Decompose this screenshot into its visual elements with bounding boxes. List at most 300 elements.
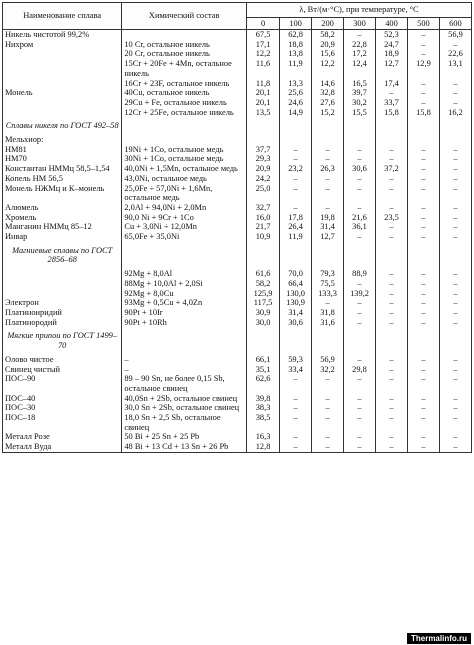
table-row	[3, 269, 472, 279]
alloy-name-cell: Электрон	[3, 298, 122, 308]
composition-cell: 90Pt + 10Ir	[122, 308, 247, 318]
composition-cell: 30,0 Sn + 2Sb, остальное свинец	[122, 403, 247, 413]
value-cell: –	[375, 269, 407, 279]
section-title: Магниевые сплавы по ГОСТ 2856–68	[3, 242, 122, 269]
value-cell: –	[407, 279, 439, 289]
value-cell: 11,9	[280, 59, 312, 78]
value-cell: –	[312, 203, 344, 213]
value-cell: –	[375, 413, 407, 432]
value-cell	[344, 135, 376, 145]
value-cell: –	[439, 298, 471, 308]
empty-cell	[375, 242, 407, 269]
value-cell: 38,3	[247, 403, 280, 413]
value-cell: 56,9	[312, 355, 344, 365]
value-cell: –	[407, 269, 439, 279]
value-cell: 13,3	[280, 79, 312, 89]
value-cell: 79,3	[312, 269, 344, 279]
value-cell: 15,5	[344, 108, 376, 118]
section-title: Мягкие припои по ГОСТ 1499–70	[3, 327, 122, 354]
section-title: Сплавы никеля по ГОСТ 492–58	[3, 117, 122, 135]
table-row	[3, 30, 472, 40]
value-cell: 20,9	[312, 40, 344, 50]
value-cell: –	[312, 394, 344, 404]
value-cell: 12,4	[344, 59, 376, 78]
value-cell: –	[375, 154, 407, 164]
value-cell: 26,4	[280, 222, 312, 232]
alloy-name-cell	[3, 269, 122, 279]
value-cell: 20,1	[247, 98, 280, 108]
alloy-name-cell: НМ70	[3, 154, 122, 164]
composition-cell: 18,0 Sn + 2,5 Sb, остальное свинец	[122, 413, 247, 432]
value-cell: 33,4	[280, 365, 312, 375]
value-cell: 23,5	[375, 213, 407, 223]
table-row	[3, 298, 472, 308]
table-row	[3, 365, 472, 375]
composition-cell: 48 Bi + 13 Cd + 13 Sn + 26 Pb	[122, 442, 247, 452]
value-cell: 14,6	[312, 79, 344, 89]
value-cell: –	[280, 413, 312, 432]
empty-cell	[247, 117, 280, 135]
empty-cell	[122, 117, 247, 135]
value-cell: 22,8	[344, 40, 376, 50]
table-row	[3, 413, 472, 432]
value-cell: –	[407, 154, 439, 164]
empty-cell	[344, 242, 376, 269]
composition-cell	[122, 135, 247, 145]
value-cell: –	[407, 394, 439, 404]
value-cell: 13,1	[439, 59, 471, 78]
value-cell: –	[375, 403, 407, 413]
table-row	[3, 394, 472, 404]
value-cell: –	[344, 298, 376, 308]
composition-cell: Cu + 3,0Ni ÷ 12,0Mn	[122, 222, 247, 232]
composition-cell: 43,0Ni, остальное медь	[122, 174, 247, 184]
watermark-logo: Thermalinfo.ru	[407, 633, 471, 644]
value-cell: 75,5	[312, 279, 344, 289]
table-row	[3, 88, 472, 98]
value-cell: –	[375, 432, 407, 442]
value-cell: –	[407, 442, 439, 452]
value-cell: –	[280, 174, 312, 184]
value-cell: –	[375, 318, 407, 328]
alloy-name-cell: Никель чистотой 99,2%	[3, 30, 122, 40]
empty-cell	[312, 117, 344, 135]
value-cell: –	[407, 222, 439, 232]
value-cell: 20,9	[247, 164, 280, 174]
value-cell: 11,6	[247, 59, 280, 78]
value-cell: 12,2	[312, 59, 344, 78]
alloy-name-cell	[3, 79, 122, 89]
value-cell: 58,2	[312, 30, 344, 40]
value-cell: 17,2	[344, 49, 376, 59]
value-cell: 17,4	[375, 79, 407, 89]
value-cell: –	[439, 184, 471, 203]
composition-cell: 89 – 90 Sn, не более 0,15 Sb, остальное свинец	[122, 374, 247, 393]
value-cell: –	[407, 289, 439, 299]
value-cell: 66,1	[247, 355, 280, 365]
value-cell: 67,5	[247, 30, 280, 40]
table-row	[3, 403, 472, 413]
value-cell: –	[344, 154, 376, 164]
value-cell: 31,8	[312, 308, 344, 318]
value-cell: –	[312, 154, 344, 164]
value-cell: –	[407, 432, 439, 442]
value-cell: –	[407, 308, 439, 318]
value-cell: –	[407, 403, 439, 413]
value-cell: –	[375, 88, 407, 98]
value-cell: –	[407, 365, 439, 375]
value-cell: 18,8	[280, 40, 312, 50]
table-row	[3, 154, 472, 164]
value-cell: 62,8	[280, 30, 312, 40]
alloy-name-cell	[3, 59, 122, 78]
composition-cell: 2,0Al + 94,0Ni + 2,0Mn	[122, 203, 247, 213]
value-cell: 13,5	[247, 108, 280, 118]
empty-cell	[247, 327, 280, 354]
value-cell: 29,8	[344, 365, 376, 375]
value-cell: 15,6	[312, 49, 344, 59]
value-cell: –	[439, 289, 471, 299]
value-cell: –	[344, 203, 376, 213]
value-cell: 23,2	[280, 164, 312, 174]
value-cell: –	[280, 442, 312, 452]
value-cell: 19,8	[312, 213, 344, 223]
composition-cell: 88Mg + 10,0Al + 2,0Si	[122, 279, 247, 289]
empty-cell	[407, 117, 439, 135]
value-cell: –	[312, 442, 344, 452]
value-cell: –	[344, 413, 376, 432]
value-cell: 66,4	[280, 279, 312, 289]
composition-cell: 10 Cr, остальное никель	[122, 40, 247, 50]
composition-cell: 50 Bi + 25 Sn + 25 Pb	[122, 432, 247, 442]
alloy-name-cell: Платиноиридий	[3, 308, 122, 318]
value-cell	[375, 135, 407, 145]
alloy-name-cell: ПОС–18	[3, 413, 122, 432]
alloy-name-cell: Металл Розе	[3, 432, 122, 442]
value-cell: 25,6	[280, 88, 312, 98]
value-cell: 10,9	[247, 232, 280, 242]
value-cell: –	[439, 145, 471, 155]
value-cell: 17,1	[247, 40, 280, 50]
table-row	[3, 232, 472, 242]
value-cell: –	[439, 413, 471, 432]
value-cell: –	[375, 442, 407, 452]
alloy-name-cell: ПОС–90	[3, 374, 122, 393]
empty-cell	[280, 242, 312, 269]
value-cell: 30,6	[344, 164, 376, 174]
composition-cell: 90,0 Ni + 9Cr + 1Co	[122, 213, 247, 223]
value-cell: –	[312, 174, 344, 184]
section-row	[3, 117, 472, 135]
value-cell: –	[344, 355, 376, 365]
table-body	[3, 30, 472, 453]
alloy-name-cell: Хромель	[3, 213, 122, 223]
value-cell: –	[344, 442, 376, 452]
table-header	[3, 3, 472, 30]
alloy-name-cell: Константан НММц 58,5–1,54	[3, 164, 122, 174]
value-cell: 39,8	[247, 394, 280, 404]
value-cell: 130,9	[280, 298, 312, 308]
empty-cell	[375, 117, 407, 135]
composition-cell: 30Ni + 1Co, остальное медь	[122, 154, 247, 164]
value-cell: –	[375, 174, 407, 184]
composition-cell: 93Mg + 0,5Cu + 4,0Zn	[122, 298, 247, 308]
value-cell: –	[407, 145, 439, 155]
value-cell: 30,6	[280, 318, 312, 328]
value-cell: 21,7	[247, 222, 280, 232]
value-cell: –	[312, 184, 344, 203]
composition-cell: 40,0Ni + 1,5Mn, остальное медь	[122, 164, 247, 174]
table-row	[3, 442, 472, 452]
value-cell	[280, 135, 312, 145]
header-temp: 400	[375, 18, 407, 30]
header-lambda: λ, Вт/(м·°С), при температуре, °С	[247, 3, 472, 18]
value-cell: 37,2	[375, 164, 407, 174]
value-cell: –	[439, 154, 471, 164]
table-row	[3, 135, 472, 145]
value-cell: 26,3	[312, 164, 344, 174]
value-cell: –	[439, 40, 471, 50]
empty-cell	[312, 242, 344, 269]
value-cell: 16,5	[344, 79, 376, 89]
value-cell: –	[407, 413, 439, 432]
value-cell: –	[407, 30, 439, 40]
value-cell: –	[439, 403, 471, 413]
value-cell: –	[344, 279, 376, 289]
empty-cell	[312, 327, 344, 354]
header-temp: 500	[407, 18, 439, 30]
value-cell: –	[312, 374, 344, 393]
value-cell: 12,8	[247, 442, 280, 452]
alloy-name-cell: Олово чистое	[3, 355, 122, 365]
value-cell: –	[280, 154, 312, 164]
value-cell: 15,2	[312, 108, 344, 118]
value-cell: –	[344, 318, 376, 328]
value-cell: –	[407, 232, 439, 242]
header-temp: 600	[439, 18, 471, 30]
value-cell: 24,7	[375, 40, 407, 50]
value-cell	[439, 135, 471, 145]
composition-cell: 19Ni + 1Co, остальное медь	[122, 145, 247, 155]
table-row	[3, 98, 472, 108]
composition-cell: 29Cu + Fe, остальное никель	[122, 98, 247, 108]
value-cell: 16,2	[439, 108, 471, 118]
value-cell: –	[344, 30, 376, 40]
value-cell: –	[439, 355, 471, 365]
value-cell: –	[344, 374, 376, 393]
value-cell: 38,5	[247, 413, 280, 432]
value-cell: –	[312, 432, 344, 442]
value-cell: –	[280, 145, 312, 155]
table-row	[3, 279, 472, 289]
value-cell: 56,9	[439, 30, 471, 40]
table-row	[3, 184, 472, 203]
value-cell: 33,7	[375, 98, 407, 108]
alloy-name-cell: Монель НЖМц и К–монель	[3, 184, 122, 203]
value-cell: –	[439, 394, 471, 404]
section-row	[3, 242, 472, 269]
value-cell: 36,1	[344, 222, 376, 232]
alloy-name-cell	[3, 108, 122, 118]
alloy-thermal-conductivity-table	[2, 2, 472, 453]
value-cell: 32,8	[312, 88, 344, 98]
table-row	[3, 164, 472, 174]
value-cell: 18,9	[375, 49, 407, 59]
value-cell: –	[407, 374, 439, 393]
value-cell: 24,6	[280, 98, 312, 108]
value-cell: 24,2	[247, 174, 280, 184]
value-cell	[312, 135, 344, 145]
alloy-name-cell: Копель НМ 56,5	[3, 174, 122, 184]
composition-cell: 90Pt + 10Rh	[122, 318, 247, 328]
composition-cell: 40Cu, остальное никель	[122, 88, 247, 98]
composition-cell: 15Cr + 20Fe + 4Mn, остальное никель	[122, 59, 247, 78]
value-cell: –	[280, 374, 312, 393]
composition-cell: 92Mg + 8,0Al	[122, 269, 247, 279]
value-cell: –	[439, 269, 471, 279]
value-cell: –	[375, 394, 407, 404]
table-row	[3, 355, 472, 365]
value-cell: 12,7	[312, 232, 344, 242]
composition-cell: 20 Cr, остальное никель	[122, 49, 247, 59]
table-row	[3, 108, 472, 118]
value-cell: –	[312, 413, 344, 432]
value-cell: 59,3	[280, 355, 312, 365]
value-cell: 30,0	[247, 318, 280, 328]
value-cell: –	[407, 355, 439, 365]
value-cell: –	[375, 203, 407, 213]
alloy-name-cell: Металл Вуда	[3, 442, 122, 452]
value-cell: –	[375, 365, 407, 375]
value-cell: –	[439, 308, 471, 318]
value-cell: 130,0	[280, 289, 312, 299]
alloy-name-cell: НМ81	[3, 145, 122, 155]
value-cell: 30,2	[344, 98, 376, 108]
value-cell: 20,1	[247, 88, 280, 98]
value-cell: –	[407, 79, 439, 89]
header-composition: Химический состав	[122, 3, 247, 30]
composition-cell: 12Cr + 25Fe, остальное никель	[122, 108, 247, 118]
value-cell: –	[407, 174, 439, 184]
value-cell: –	[280, 203, 312, 213]
value-cell: –	[407, 164, 439, 174]
value-cell: 88,9	[344, 269, 376, 279]
alloy-name-cell: Монель	[3, 88, 122, 98]
value-cell: –	[439, 279, 471, 289]
alloy-name-cell	[3, 98, 122, 108]
table-row	[3, 308, 472, 318]
value-cell: –	[439, 79, 471, 89]
composition-cell: –	[122, 355, 247, 365]
alloy-name-cell: Платинородий	[3, 318, 122, 328]
value-cell: 133,3	[312, 289, 344, 299]
value-cell: 12,2	[247, 49, 280, 59]
value-cell: –	[407, 298, 439, 308]
value-cell: –	[439, 213, 471, 223]
empty-cell	[247, 242, 280, 269]
table-row	[3, 374, 472, 393]
header-temp: 300	[344, 18, 376, 30]
value-cell: 39,7	[344, 88, 376, 98]
value-cell: –	[439, 222, 471, 232]
value-cell: 12,7	[375, 59, 407, 78]
alloy-name-cell	[3, 289, 122, 299]
header-temp: 100	[280, 18, 312, 30]
table-row	[3, 432, 472, 442]
value-cell: –	[439, 164, 471, 174]
value-cell: 25,0	[247, 184, 280, 203]
value-cell	[247, 135, 280, 145]
composition-cell: 65,0Fe + 35,0Ni	[122, 232, 247, 242]
composition-cell: 16Cr + 23F, остальное никель	[122, 79, 247, 89]
table-row	[3, 79, 472, 89]
value-cell: –	[407, 49, 439, 59]
value-cell: –	[312, 403, 344, 413]
empty-cell	[439, 327, 471, 354]
value-cell: 15,8	[407, 108, 439, 118]
value-cell: 32,7	[247, 203, 280, 213]
value-cell: –	[312, 298, 344, 308]
composition-cell: 92Mg + 8,0Cu	[122, 289, 247, 299]
alloy-name-cell: Инвар	[3, 232, 122, 242]
value-cell: 37,7	[247, 145, 280, 155]
value-cell: –	[375, 289, 407, 299]
value-cell: –	[344, 174, 376, 184]
value-cell: 16,0	[247, 213, 280, 223]
composition-cell: 40,0Sn + 2Sb, остальное свинец	[122, 394, 247, 404]
value-cell: –	[344, 432, 376, 442]
value-cell: –	[344, 145, 376, 155]
value-cell: –	[407, 98, 439, 108]
table-row	[3, 145, 472, 155]
composition-cell: –	[122, 365, 247, 375]
table-row	[3, 222, 472, 232]
value-cell: 27,6	[312, 98, 344, 108]
value-cell: –	[439, 203, 471, 213]
empty-cell	[122, 242, 247, 269]
section-row	[3, 327, 472, 354]
alloy-name-cell	[3, 49, 122, 59]
value-cell: –	[439, 232, 471, 242]
value-cell: –	[439, 374, 471, 393]
empty-cell	[439, 242, 471, 269]
value-cell: –	[407, 88, 439, 98]
value-cell: –	[439, 88, 471, 98]
value-cell: –	[407, 40, 439, 50]
alloy-name-cell: ПОС–30	[3, 403, 122, 413]
value-cell: 15,8	[375, 108, 407, 118]
value-cell: 29,3	[247, 154, 280, 164]
value-cell: –	[407, 184, 439, 203]
value-cell: –	[280, 184, 312, 203]
value-cell: –	[375, 145, 407, 155]
value-cell: –	[407, 203, 439, 213]
alloy-name-cell	[3, 279, 122, 289]
value-cell: 17,8	[280, 213, 312, 223]
value-cell: 14,9	[280, 108, 312, 118]
value-cell: 11,9	[280, 232, 312, 242]
empty-cell	[375, 327, 407, 354]
composition-cell	[122, 30, 247, 40]
value-cell: 62,6	[247, 374, 280, 393]
value-cell: –	[375, 298, 407, 308]
empty-cell	[407, 242, 439, 269]
table-row	[3, 40, 472, 50]
value-cell: 16,3	[247, 432, 280, 442]
table-row	[3, 174, 472, 184]
value-cell: –	[312, 145, 344, 155]
value-cell: 35,1	[247, 365, 280, 375]
